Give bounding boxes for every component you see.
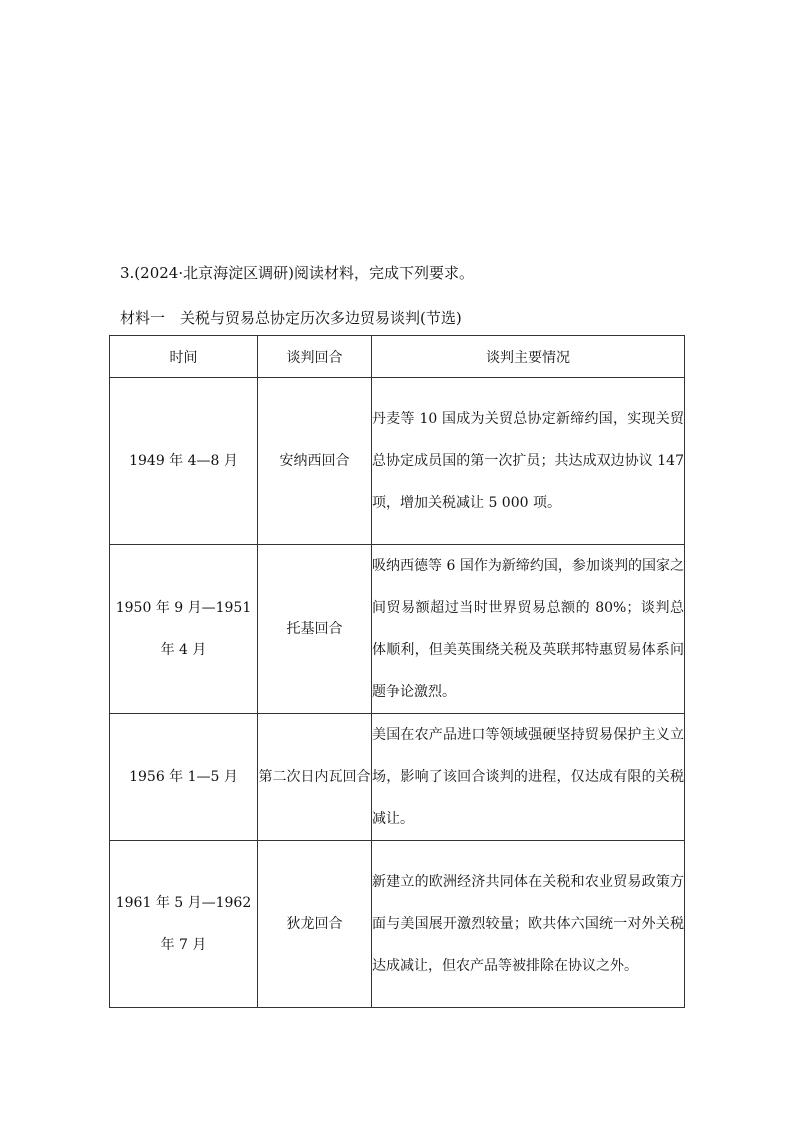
table-row xyxy=(110,545,685,714)
material-title: 材料一 关税与贸易总协定历次多边贸易谈判(节选) xyxy=(120,309,462,327)
cell-time: 1956 年 1—5 月 xyxy=(110,714,258,841)
table-header-row xyxy=(110,336,685,378)
table-row xyxy=(110,841,685,1008)
cell-description: 吸纳西德等 6 国作为新缔约国，参加谈判的国家之间贸易额超过当时世界贸易总额的 80%；谈判总体顺利，但美英围绕关税及英联邦特惠贸易体系问题争论激烈。 xyxy=(372,545,685,714)
question-text: 3.(2024·北京海淀区调研)阅读材料，完成下列要求。 xyxy=(120,264,474,282)
cell-round: 狄龙回合 xyxy=(258,841,372,1008)
table-row xyxy=(110,378,685,545)
cell-time: 1961 年 5 月—1962 年 7 月 xyxy=(110,841,258,1008)
cell-round: 第二次日内瓦回合 xyxy=(258,714,372,841)
cell-time: 1949 年 4—8 月 xyxy=(110,378,258,545)
cell-description: 新建立的欧洲经济共同体在关税和农业贸易政策方面与美国展开激烈较量；欧共体六国统一对外关税达成减让，但农产品等被排除在协议之外。 xyxy=(372,841,685,1008)
header-round: 谈判回合 xyxy=(258,336,372,378)
header-time: 时间 xyxy=(110,336,258,378)
trade-negotiations-table xyxy=(109,335,685,1008)
cell-time: 1950 年 9 月—1951 年 4 月 xyxy=(110,545,258,714)
cell-description: 丹麦等 10 国成为关贸总协定新缔约国，实现关贸总协定成员国的第一次扩员；共达成双边协议 147 项，增加关税减让 5 000 项。 xyxy=(372,378,685,545)
cell-round: 安纳西回合 xyxy=(258,378,372,545)
header-description: 谈判主要情况 xyxy=(372,336,685,378)
cell-round: 托基回合 xyxy=(258,545,372,714)
cell-description: 美国在农产品进口等领域强硬坚持贸易保护主义立场，影响了该回合谈判的进程，仅达成有限的关税减让。 xyxy=(372,714,685,841)
table-row xyxy=(110,714,685,841)
